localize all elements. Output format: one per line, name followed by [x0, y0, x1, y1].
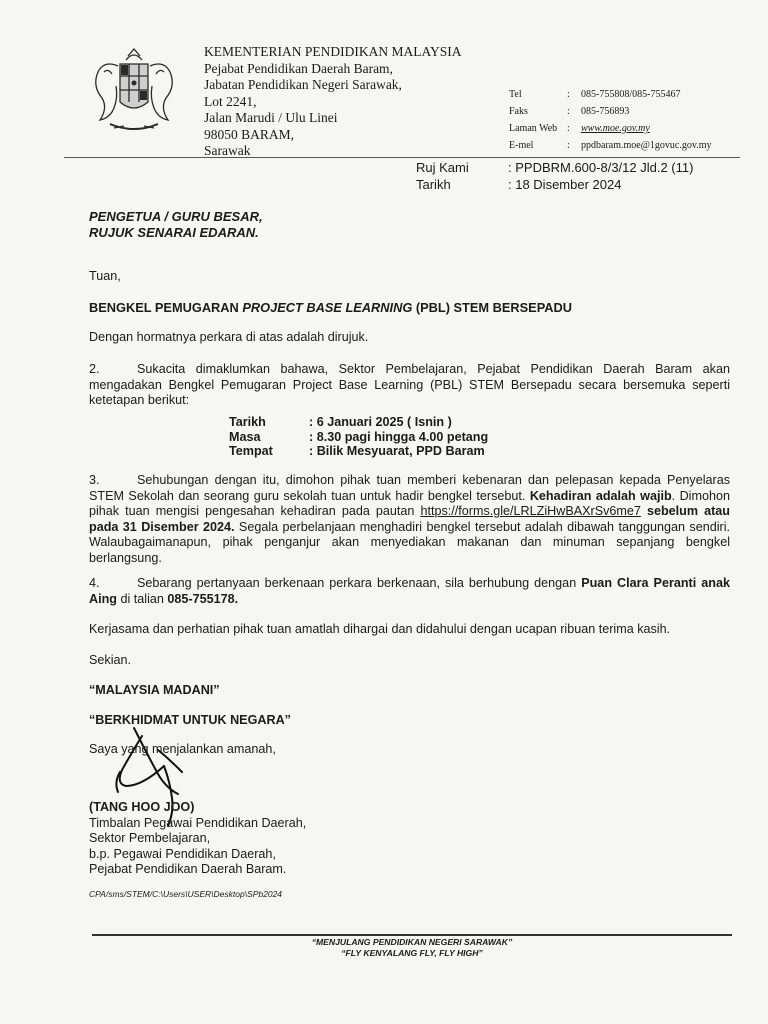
address-line: Lot 2241,	[204, 93, 257, 109]
address-line: Jalan Marudi / Ulu Linei	[204, 110, 338, 125]
recipient-line: RUJUK SENARAI EDARAN.	[89, 225, 259, 240]
salutation: Tuan,	[89, 269, 121, 283]
contact-person: Puan Clara Peranti anak Aing	[89, 576, 730, 606]
paragraph-2	[89, 362, 730, 409]
ruj-value: : PPDBRM.600-8/3/12 Jld.2 (11)	[508, 160, 694, 175]
paragraph-text: Sehubungan dengan itu, dimohon pihak tuan memberi kebenaran dan pelepasan kepada Penyelaras STEM Sekolah dan seorang guru sekolah tuan untuk hadir bengkel tersebut.	[89, 473, 730, 503]
signatory-title: Pejabat Pendidikan Daerah Baram.	[89, 862, 287, 877]
subject-line	[89, 300, 572, 315]
subject-text: (PBL) STEM BERSEPADU	[412, 300, 573, 315]
signatory-title: b.p. Pegawai Pendidikan Daerah,	[89, 846, 276, 861]
paragraph-text: Sukacita dimaklumkan bahawa, Sektor Pembelajaran, Pejabat Pendidikan Daerah Baram akan mengadakan Bengkel Pemugaran Project Base Learning (PBL) STEM Bersepadu secara bersemuka seperti ketetapan berikut:	[89, 362, 730, 408]
paragraph-text: Sebarang pertanyaan berkenaan perkara berkenaan, sila berhubung dengan	[137, 576, 582, 590]
website-link[interactable]: www.moe.gov.my	[581, 123, 650, 134]
detail-value: : 8.30 pagi hingga 4.00 petang	[309, 429, 489, 444]
address-line: Jabatan Pendidikan Negeri Sarawak,	[204, 77, 402, 92]
contact-label: Laman Web	[509, 123, 558, 134]
paragraph-text: di talian	[116, 591, 168, 606]
contact-label: Faks	[509, 106, 528, 117]
contact-label: Tel	[509, 89, 522, 100]
contact-phone: 085-755178.	[167, 591, 239, 606]
detail-key: Tempat	[229, 444, 273, 458]
subject-text: BENGKEL PEMUGARAN	[89, 300, 243, 315]
slogan-berkhidmat: “BERKHIDMAT UNTUK NEGARA”	[89, 713, 291, 727]
emphasis-text: Kehadiran adalah wajib	[529, 488, 672, 503]
slogan-madani: “MALAYSIA MADANI”	[89, 683, 220, 697]
paragraph-number: 4.	[89, 576, 100, 590]
signatory-name: (TANG HOO JOO)	[89, 800, 195, 814]
event-details	[229, 415, 488, 459]
paragraph-3	[89, 473, 730, 567]
detail-value: : Bilik Mesyuarat, PPD Baram	[309, 444, 485, 458]
ministry-name: KEMENTERIAN PENDIDIKAN MALAYSIA	[204, 44, 462, 59]
detail-value: : 6 Januari 2025 ( Isnin )	[309, 415, 452, 429]
reference-block	[416, 159, 693, 193]
registration-form-link[interactable]: https://forms.gle/LRLZiHwBAXrSv6me7	[420, 504, 641, 519]
file-path: CPA/sms/STEM/C:\Users\USER\Desktop\SPb2024	[89, 889, 283, 899]
paragraph-4	[89, 576, 730, 607]
footer-motto: “MENJULANG PENDIDIKAN NEGERI SARAWAK”	[311, 937, 513, 947]
deadline-text: sebelum atau pada 31 Disember 2024.	[89, 504, 730, 534]
footer-motto: “FLY KENYALANG FLY, FLY HIGH”	[341, 948, 483, 958]
paragraph-number: 2.	[89, 362, 100, 376]
address-line: Pejabat Pendidikan Daerah Baram,	[204, 60, 393, 76]
signatory-title: Sektor Pembelajaran,	[89, 831, 211, 846]
footer-mottos	[92, 937, 732, 959]
malaysia-coat-of-arms-crest	[80, 46, 188, 138]
paragraph-number: 3.	[89, 473, 100, 487]
opening-line: Dengan hormatnya perkara di atas adalah dirujuk.	[89, 330, 369, 344]
ruj-label: Ruj Kami	[416, 160, 469, 175]
footer-divider	[92, 934, 732, 936]
contact-block: Tel : 085-755808/085-755467 Faks : 085-756893 Laman Web : www.moe.gov.my E-mel : ppdbaram.moe@1govuc.gov.my	[509, 86, 711, 154]
signatory-block	[89, 800, 306, 878]
paragraph-text: . Dimohon pihak tuan mengisi pengesahan kehadiran pada pautan	[89, 488, 730, 519]
subject-text-italic: PROJECT BASE LEARNING	[242, 300, 413, 315]
closing-line: Sekian.	[89, 653, 132, 667]
amanah-line: Saya yang menjalankan amanah,	[89, 742, 276, 756]
detail-key: Masa	[229, 429, 261, 444]
detail-key: Tarikh	[229, 415, 266, 429]
phone-value: 085-755808/085-755467	[581, 89, 681, 100]
date-label: Tarikh	[416, 177, 451, 192]
recipient-line: PENGETUA / GURU BESAR,	[89, 209, 263, 224]
paragraph-text: Segala perbelanjaan menghadiri bengkel tersebut adalah dibawah tanggungan sendiri. Walaubagaimanapun, pihak penganjur akan menyediakan makanan dan minuman sepanjang bengkel berlangsung.	[89, 519, 730, 565]
date-value: : 18 Disember 2024	[508, 177, 622, 192]
signatory-title: Timbalan Pegawai Pendidikan Daerah,	[89, 815, 307, 830]
letterhead-address	[204, 44, 462, 160]
fax-value: 085-756893	[581, 106, 630, 117]
address-line: Sarawak	[204, 143, 251, 158]
header-divider	[64, 157, 740, 158]
recipient-block	[89, 209, 263, 241]
thanks-line: Kerjasama dan perhatian pihak tuan amatlah dihargai dan didahului dengan ucapan ribuan terima kasih.	[89, 622, 671, 636]
email-value[interactable]: ppdbaram.moe@1govuc.gov.my	[581, 140, 712, 151]
contact-label: E-mel	[509, 140, 534, 151]
address-line: 98050 BARAM,	[204, 126, 295, 142]
